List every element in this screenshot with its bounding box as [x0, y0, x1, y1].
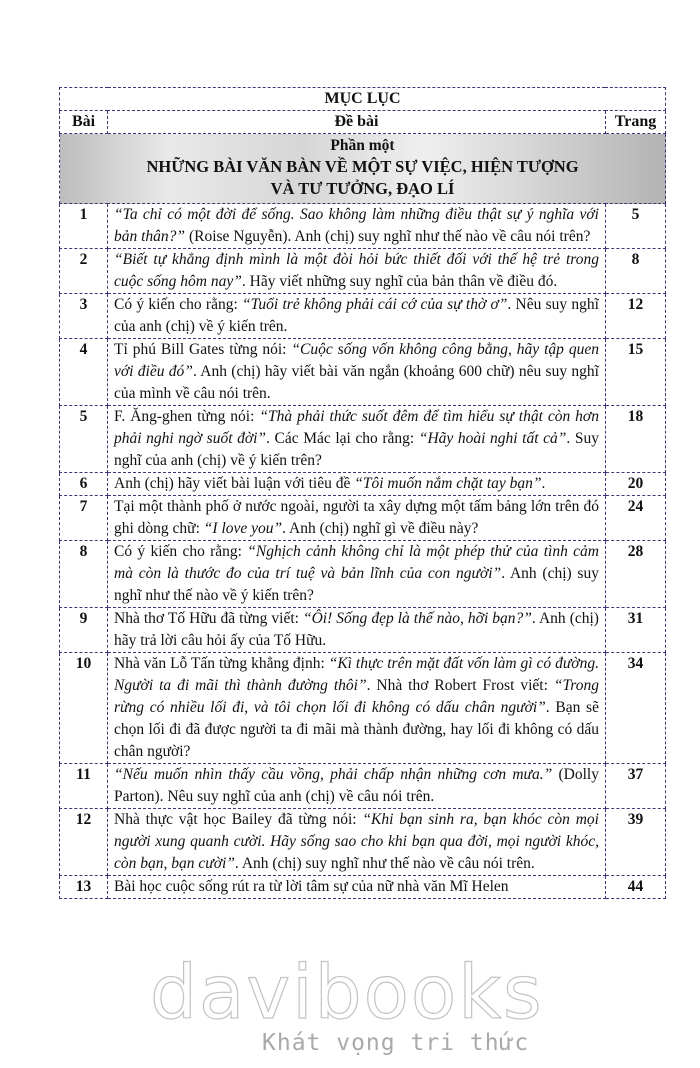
quote-text: “Ta chỉ có một đời để sống. Sao không làm những điều thật sự ý nghĩa với bản thân?”	[114, 206, 599, 245]
lesson-number: 6	[60, 473, 108, 496]
topic-text: Nhà văn Lỗ Tấn từng khẳng định:	[114, 655, 329, 672]
lesson-number: 5	[60, 406, 108, 473]
table-row	[60, 249, 666, 294]
lesson-number: 9	[60, 608, 108, 653]
topic-text: . Hãy viết những suy nghĩ của bản thân về điều đó.	[241, 273, 558, 290]
quote-text: “Kì thực trên mặt đất vốn làm gì có đường. Người ta đi mãi thì thành đường thôi”	[114, 655, 599, 694]
toc-table	[59, 87, 666, 899]
lesson-topic	[108, 876, 606, 899]
quote-text: “Khi bạn sinh ra, bạn khóc còn mọi người xung quanh cười. Hãy sống sao cho khi bạn qua đời, mọi người khóc, còn bạn, bạn cười”	[114, 811, 599, 872]
page-number: 28	[605, 541, 665, 608]
topic-text: . Các Mác lại cho rằng:	[266, 430, 419, 447]
lesson-topic	[108, 608, 606, 653]
table-row	[60, 541, 666, 608]
lesson-number: 13	[60, 876, 108, 899]
quote-text: “Nếu muốn nhìn thấy cầu vồng, phải chấp nhận những cơn mưa.”	[114, 766, 553, 783]
lesson-number: 7	[60, 496, 108, 541]
page-number: 34	[605, 653, 665, 764]
lesson-topic	[108, 809, 606, 876]
page-number: 5	[605, 204, 665, 249]
lesson-number: 11	[60, 764, 108, 809]
part-title-line1: NHỮNG BÀI VĂN BÀN VỀ MỘT SỰ VIỆC, HIỆN TƯỢNG	[146, 157, 579, 176]
watermark-slogan: Khát vọng tri thức	[262, 1030, 530, 1056]
topic-text: .	[541, 475, 546, 492]
quote-text: “I love you”	[203, 520, 283, 537]
lesson-number: 2	[60, 249, 108, 294]
topic-text: Tỉ phú Bill Gates từng nói:	[114, 341, 292, 358]
page-number: 44	[605, 876, 665, 899]
topic-text: Có ý kiến cho rằng:	[114, 296, 243, 313]
part-heading-row	[60, 134, 666, 204]
topic-text: . Anh (chị) hãy trả lời câu hỏi ấy của Tố Hữu.	[114, 610, 599, 649]
quote-text: “Nghịch cảnh không chỉ là một phép thử của tình cảm mà còn là thước đo của trí tuệ và bản lĩnh của con người”	[114, 543, 599, 582]
table-row	[60, 764, 666, 809]
table-row	[60, 406, 666, 473]
header-page: Trang	[605, 111, 665, 134]
topic-text: . Anh (chị) suy nghĩ như thế nào về câu nói trên.	[234, 855, 535, 872]
table-row	[60, 496, 666, 541]
lesson-number: 10	[60, 653, 108, 764]
page-number: 12	[605, 294, 665, 339]
topic-text: (Dolly Parton). Nêu suy nghĩ của anh (chị) về câu nói trên.	[114, 766, 599, 805]
lesson-topic	[108, 764, 606, 809]
quote-text: “Thà phải thức suốt đêm để tìm hiểu sự thật còn hơn phải nghi ngờ suốt đời”	[114, 408, 599, 447]
quote-text: “Biết tự khẳng định mình là một đòi hỏi bức thiết đối với thế hệ trẻ trong cuộc sống hôm nay”	[114, 251, 599, 290]
lesson-number: 4	[60, 339, 108, 406]
toc-title: MỤC LỤC	[60, 88, 666, 111]
topic-text: Nhà thơ Tố Hữu đã từng viết:	[114, 610, 303, 627]
lesson-topic	[108, 653, 606, 764]
topic-text: F. Ăng-ghen từng nói:	[114, 408, 260, 425]
topic-text: Nhà thực vật học Bailey đã từng nói:	[114, 811, 363, 828]
topic-text: . Anh (chị) nghĩ gì về điều này?	[282, 520, 479, 537]
table-row	[60, 876, 666, 899]
topic-text: . Anh (chị) suy nghĩ như thế nào về ý kiến trên?	[114, 565, 599, 604]
lesson-topic	[108, 473, 606, 496]
quote-text: “Ôi! Sống đẹp là thế nào, hỡi bạn?”	[302, 610, 532, 627]
quote-text: “Hãy hoài nghi tất cả”	[418, 430, 567, 447]
lesson-number: 3	[60, 294, 108, 339]
quote-text: “Tôi muốn nắm chặt tay bạn”	[354, 475, 542, 492]
watermark-logo: davibooks	[150, 950, 544, 1036]
lesson-number: 1	[60, 204, 108, 249]
page-number: 18	[605, 406, 665, 473]
table-row	[60, 339, 666, 406]
page-number: 20	[605, 473, 665, 496]
lesson-topic	[108, 294, 606, 339]
part-heading	[60, 134, 666, 204]
page-number: 37	[605, 764, 665, 809]
page-number: 31	[605, 608, 665, 653]
lesson-number: 8	[60, 541, 108, 608]
topic-text: . Suy nghĩ của anh (chị) về ý kiến trên?	[114, 430, 599, 469]
lesson-number: 12	[60, 809, 108, 876]
topic-text: . Nêu suy nghĩ của anh (chị) về ý kiến trên.	[114, 296, 599, 335]
page-number: 24	[605, 496, 665, 541]
lesson-topic	[108, 406, 606, 473]
header-topic: Đề bài	[108, 111, 606, 134]
table-row	[60, 809, 666, 876]
topic-text: Anh (chị) hãy viết bài luận với tiêu đề	[114, 475, 355, 492]
header-number: Bài	[60, 111, 108, 134]
table-row	[60, 608, 666, 653]
topic-text: . Anh (chị) hãy viết bài văn ngắn (khoảng 600 chữ) nêu suy nghĩ của mình về câu nói trên.	[114, 363, 599, 402]
part-label: Phần một	[330, 137, 395, 154]
table-row	[60, 294, 666, 339]
topic-text: (Roise Nguyễn). Anh (chị) suy nghĩ như thế nào về câu nói trên?	[185, 228, 591, 245]
lesson-topic	[108, 339, 606, 406]
page-number: 39	[605, 809, 665, 876]
topic-text: . Nhà thơ Robert Frost viết:	[366, 677, 554, 694]
page-number: 8	[605, 249, 665, 294]
toc-title-row	[60, 88, 666, 111]
topic-text: . Bạn sẽ chọn lối đi đã được người ta đi mãi mà thành đường, hay lối đi không có dấu chân người?	[114, 699, 599, 760]
lesson-topic	[108, 496, 606, 541]
table-row	[60, 473, 666, 496]
quote-text: “Tuổi trẻ không phải cái cớ của sự thờ ơ”	[242, 296, 508, 313]
lesson-topic	[108, 249, 606, 294]
topic-text: Có ý kiến cho rằng:	[114, 543, 248, 560]
lesson-topic	[108, 204, 606, 249]
lesson-topic	[108, 541, 606, 608]
page-number: 15	[605, 339, 665, 406]
part-title-line2: VÀ TƯ TƯỞNG, ĐẠO LÍ	[270, 179, 455, 198]
table-row	[60, 653, 666, 764]
quote-text: “Trong rừng có nhiều lối đi, và tôi chọn lối đi không có dấu chân người”	[114, 677, 599, 716]
quote-text: “Cuộc sống vốn không công bằng, hãy tập quen với điều đó”	[114, 341, 599, 380]
header-row	[60, 111, 666, 134]
topic-text: Tại một thành phố ở nước ngoài, người ta xây dựng một tấm bảng lớn trên đó ghi dòng chữ:	[114, 498, 599, 537]
table-row	[60, 204, 666, 249]
topic-text: Bài học cuộc sống rút ra từ lời tâm sự của nữ nhà văn Mĩ Helen	[114, 878, 509, 895]
